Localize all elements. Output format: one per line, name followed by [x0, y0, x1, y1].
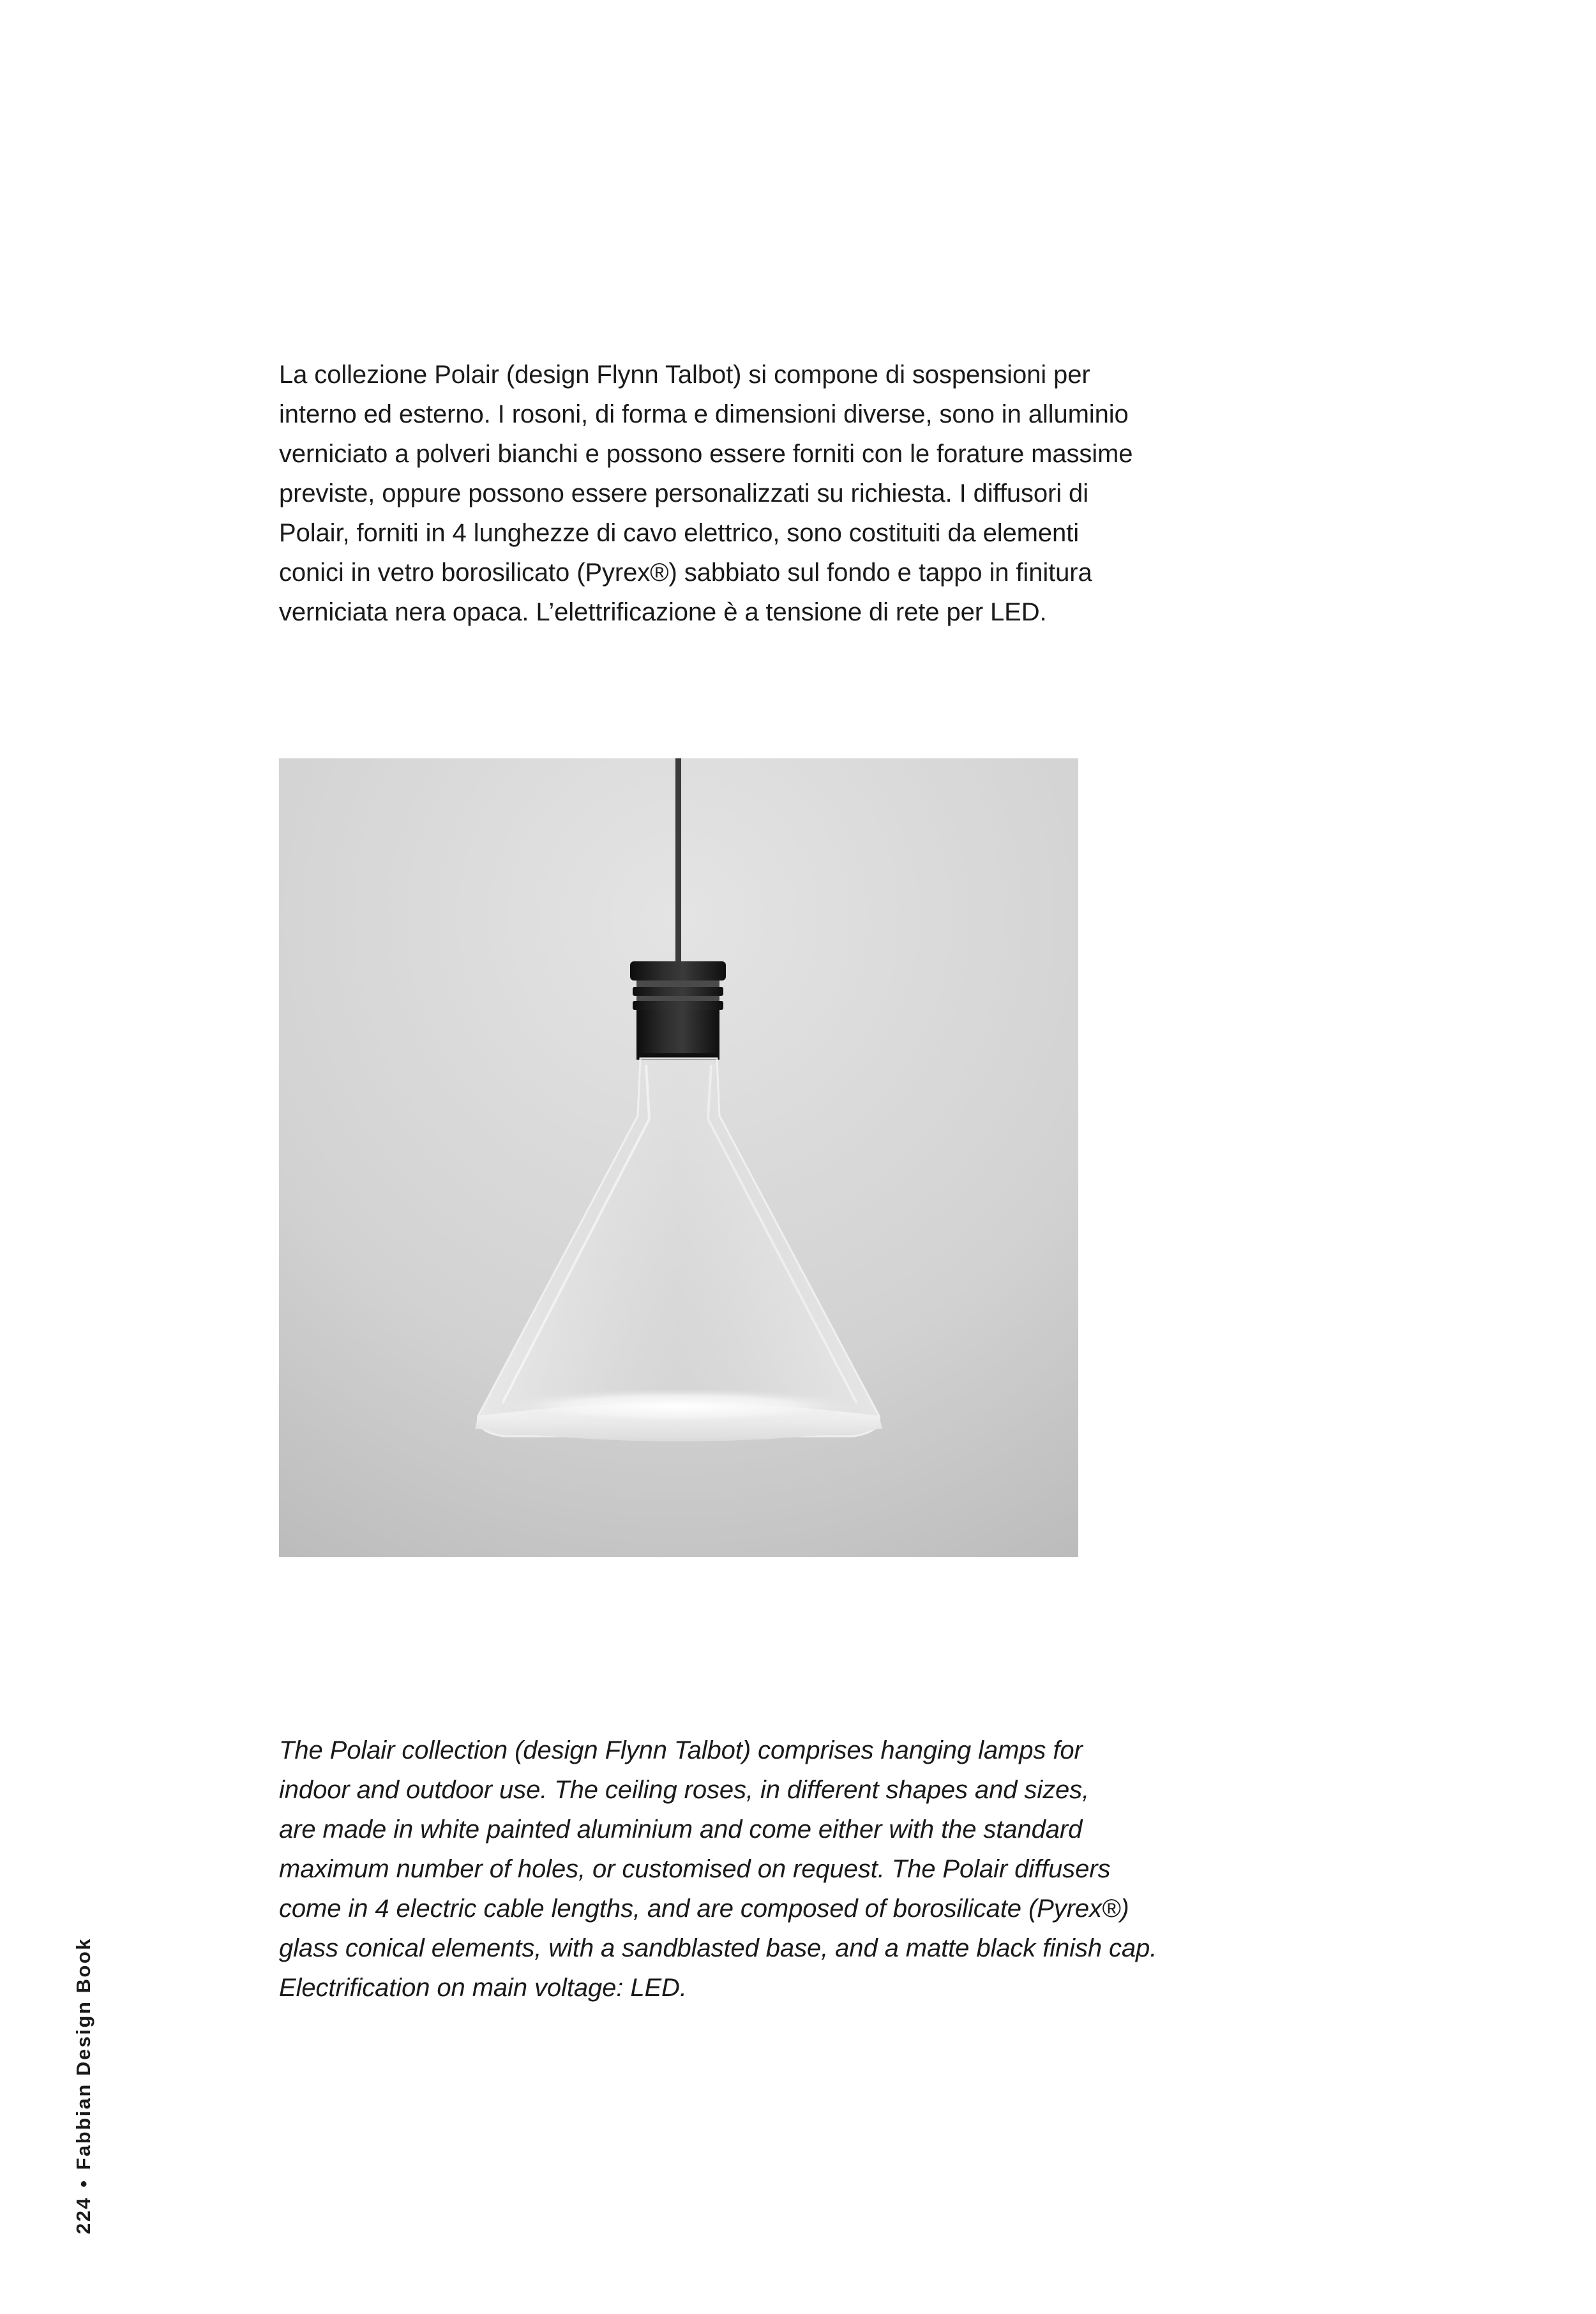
folio-separator: •: [72, 2179, 94, 2188]
text-line: come in 4 electric cable lengths, and are composed of borosilicate (Pyrex®): [279, 1895, 1129, 1923]
text-line: previste, oppure possono essere personalizzati su richiesta. I diffusori di: [279, 479, 1088, 507]
text-line: La collezione Polair (design Flynn Talbot) si compone di sospensioni per: [279, 361, 1090, 389]
pendant-lamp-photo: [279, 758, 1078, 1557]
text-line: verniciata nera opaca. L’elettrificazione è a tensione di rete per LED.: [279, 598, 1047, 626]
text-line: Polair, forniti in 4 lunghezze di cavo elettrico, sono costituiti da elementi: [279, 519, 1079, 547]
text-line: indoor and outdoor use. The ceiling roses, in different shapes and sizes,: [279, 1776, 1090, 1804]
page-folio: [72, 1937, 95, 2234]
text-line: interno ed esterno. I rosoni, di forma e dimensioni diverse, sono in alluminio: [279, 400, 1129, 428]
lamp-cable: [675, 758, 681, 963]
text-line: The Polair collection (design Flynn Talbot) comprises hanging lamps for: [279, 1736, 1083, 1764]
text-line: Electrification on main voltage: LED.: [279, 1974, 687, 2002]
text-line: glass conical elements, with a sandblasted base, and a matte black finish cap.: [279, 1934, 1157, 1962]
pendant-lamp-illustration: [279, 758, 1078, 1557]
book-title: Fabbian Design Book: [72, 1937, 94, 2170]
text-line: are made in white painted aluminium and come either with the standard: [279, 1815, 1083, 1844]
text-line: maximum number of holes, or customised on request. The Polair diffusers: [279, 1855, 1111, 1883]
text-line: conici in vetro borosilicato (Pyrex®) sabbiato sul fondo e tappo in finitura: [279, 559, 1092, 587]
description-paragraph-english: [279, 1731, 1211, 2008]
intro-paragraph-italian: [279, 355, 1173, 632]
page-number: 224: [72, 2196, 94, 2234]
text-line: verniciato a polveri bianchi e possono essere forniti con le forature massime: [279, 440, 1133, 468]
lamp-cap: [630, 961, 726, 1060]
